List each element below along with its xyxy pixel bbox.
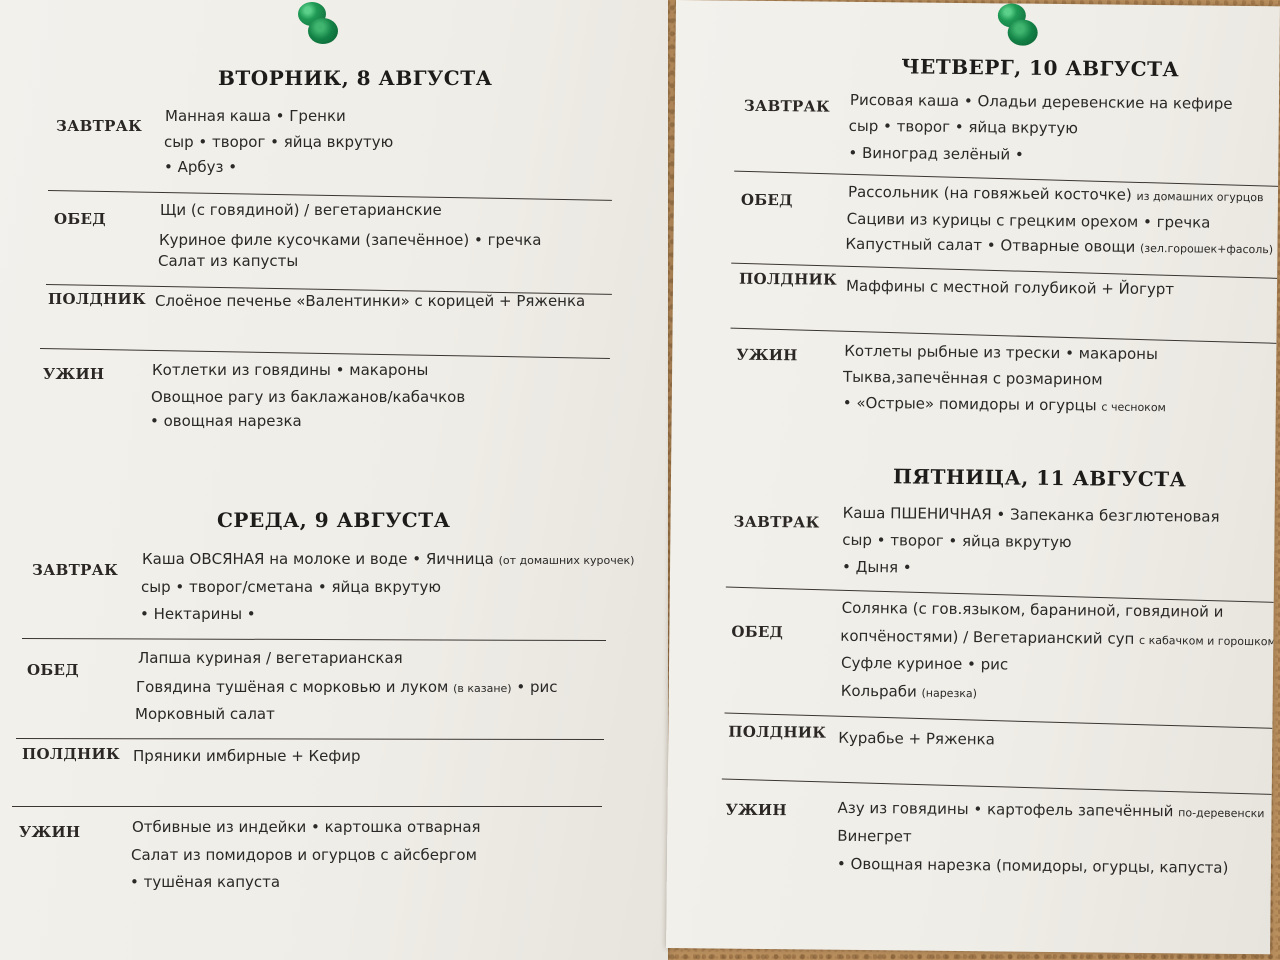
menu-line: Каша ПШЕНИЧНАЯ • Запеканка безглютеновая: [842, 503, 1220, 526]
menu-line: Солянка (с гов.языком, бараниной, говядиной и: [841, 598, 1224, 621]
menu-line: Сациви из курицы с грецким орехом • гречка: [846, 209, 1211, 232]
meal-label-snack: ПОЛДНИК: [22, 745, 120, 763]
menu-line: Тыква,запечённая с розмарином: [842, 367, 1103, 389]
divider: [731, 328, 1277, 344]
meal-label-dinner: УЖИН: [725, 800, 788, 820]
divider: [40, 348, 610, 359]
menu-line: Куриное филе кусочками (запечённое) • гречка: [159, 231, 542, 249]
menu-line: • «Острые» помидоры и огурцы с чесноком: [842, 393, 1166, 415]
menu-line: Суфле куриное • рис: [840, 653, 1009, 674]
meal-label-lunch: ОБЕД: [54, 210, 106, 228]
menu-line: Салат из капусты: [158, 252, 299, 270]
menu-line: Каша ОВСЯНАЯ на молоке и воде • Яичница (от домашних курочек): [142, 550, 635, 568]
menu-line: Пряники имбирные + Кефир: [133, 747, 361, 765]
menu-line: сыр • творог/сметана • яйца вкрутую: [141, 578, 441, 596]
meal-label-lunch: ОБЕД: [740, 190, 793, 210]
menu-line: • Дыня •: [841, 557, 912, 577]
menu-line: сыр • творог • яйца вкрутую: [842, 530, 1072, 552]
divider: [722, 779, 1272, 795]
menu-line: Кольраби (нарезка): [840, 681, 978, 701]
menu-line: сыр • творог • яйца вкрутую: [164, 133, 394, 151]
menu-line: Азу из говядины • картофель запечённый по-деревенски: [837, 798, 1265, 821]
menu-line: Говядина тушёная с морковью и луком (в казане) • рис: [136, 678, 558, 696]
meal-label-breakfast: ЗАВТРАК: [733, 512, 820, 532]
menu-line: • Виноград зелёный •: [848, 143, 1024, 164]
divider: [16, 738, 604, 740]
meal-label-lunch: ОБЕД: [731, 622, 784, 642]
meal-label-snack: ПОЛДНИК: [48, 290, 146, 308]
meal-label-breakfast: ЗАВТРАК: [743, 96, 831, 116]
divider: [12, 806, 602, 807]
menu-sheet-right: [666, 0, 1280, 954]
divider: [48, 190, 612, 201]
day-title-tuesday: ВТОРНИК, 8 АВГУСТА: [218, 66, 493, 90]
menu-line: • Арбуз •: [164, 158, 238, 176]
menu-line: Щи (с говядиной) / вегетарианские: [160, 201, 442, 219]
day-title-thursday: ЧЕТВЕРГ, 10 АВГУСТА: [901, 54, 1180, 82]
menu-line: Котлеты рыбные из трески • макароны: [844, 341, 1158, 364]
menu-line: • овощная нарезка: [150, 412, 302, 430]
meal-label-breakfast: ЗАВТРАК: [56, 117, 143, 135]
menu-line: • тушёная капуста: [130, 873, 281, 891]
menu-line: Манная каша • Гренки: [165, 107, 346, 125]
menu-line: Курабье + Ряженка: [838, 728, 995, 749]
menu-line: Отбивные из индейки • картошка отварная: [132, 818, 481, 836]
menu-line: • Овощная нарезка (помидоры, огурцы, капуста): [836, 854, 1229, 877]
menu-line: Слоёное печенье «Валентинки» с корицей + Ряженка: [155, 292, 586, 310]
day-title-friday: ПЯТНИЦА, 11 АВГУСТА: [892, 464, 1187, 492]
meal-label-dinner: УЖИН: [43, 365, 105, 383]
menu-line: Морковный салат: [135, 705, 275, 723]
menu-line: Маффины с местной голубикой + Йогурт: [845, 276, 1175, 299]
menu-line: Овощное рагу из баклажанов/кабачков: [151, 388, 466, 406]
menu-line: • Нектарины •: [140, 605, 256, 623]
menu-line: Салат из помидоров и огурцов с айсбергом: [131, 846, 477, 864]
menu-line: Котлетки из говядины • макароны: [152, 361, 429, 379]
menu-line: Капустный салат • Отварные овощи (зел.горошек+фасоль): [845, 234, 1274, 257]
meal-label-dinner: УЖИН: [19, 823, 81, 841]
meal-label-lunch: ОБЕД: [27, 661, 79, 679]
meal-label-snack: ПОЛДНИК: [738, 269, 838, 289]
meal-label-breakfast: ЗАВТРАК: [32, 561, 119, 579]
meal-label-snack: ПОЛДНИК: [728, 722, 827, 742]
menu-line: копчёностями) / Вегетарианский суп с кабачком и горошком: [840, 626, 1276, 649]
menu-line: Рисовая каша • Оладьи деревенские на кефире: [849, 90, 1233, 113]
day-title-wednesday: СРЕДА, 9 АВГУСТА: [217, 508, 451, 532]
menu-line: Рассольник (на говяжьей косточке) из домашних огурцов: [847, 182, 1264, 205]
divider: [22, 638, 606, 641]
meal-label-dinner: УЖИН: [736, 345, 798, 365]
menu-line: Лапша куриная / вегетарианская: [138, 649, 403, 667]
menu-line: Винегрет: [837, 826, 912, 846]
menu-line: сыр • творог • яйца вкрутую: [848, 116, 1078, 138]
